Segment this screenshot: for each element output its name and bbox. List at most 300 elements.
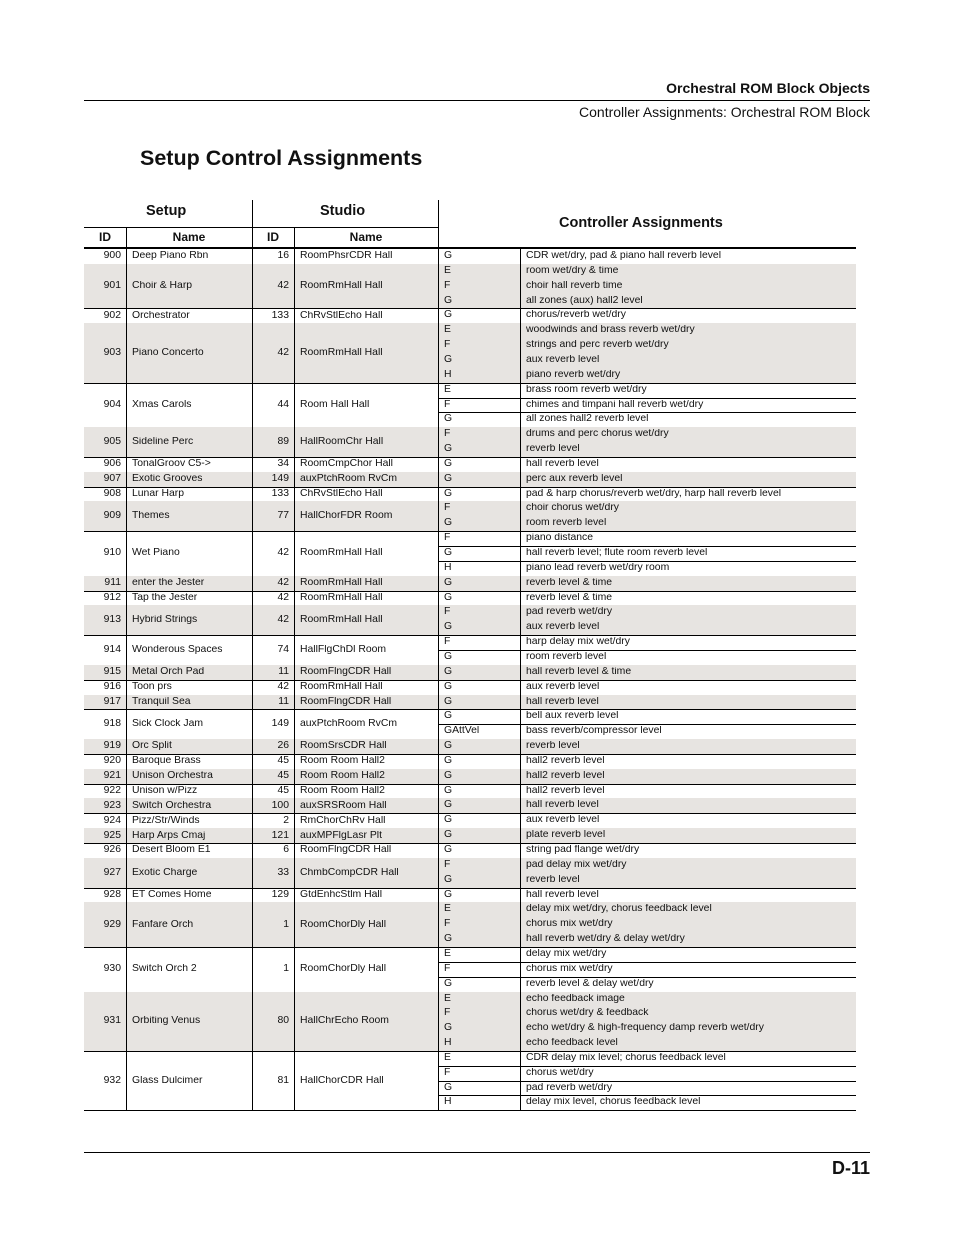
row-divider (84, 784, 856, 785)
setup-group-header: Setup (146, 203, 187, 219)
controller-description: hall reverb level; flute room reverb level (526, 548, 708, 558)
header-col-rule (294, 227, 295, 247)
setup-id: 908 (103, 489, 121, 500)
setup-id: 928 (103, 889, 121, 900)
controller-code: H (444, 562, 452, 573)
studio-id: 16 (277, 251, 289, 262)
studio-name: auxSRSRoom Hall (300, 800, 387, 811)
column-rule (520, 249, 521, 1110)
setup-id: 931 (103, 1016, 121, 1027)
controller-code: G (444, 458, 453, 469)
controller-description: hall2 reverb level (526, 770, 605, 781)
row-divider (84, 531, 856, 532)
controller-description: delay mix level, chorus feedback level (526, 1097, 701, 1108)
studio-id: 89 (277, 437, 289, 448)
controller-code: G (444, 444, 453, 455)
controller-code: G (444, 577, 453, 588)
controller-code: F (444, 399, 451, 410)
setup-control-assignments-table (84, 200, 856, 1120)
controller-description: chorus wet/dry & feedback (526, 1008, 649, 1019)
studio-name: ChRvStlEcho Hall (300, 489, 383, 500)
studio-name: HallChorFDR Room (300, 511, 393, 522)
column-rule (252, 249, 253, 1110)
controller-code: F (444, 919, 451, 930)
section-title: Orchestral ROM Block Objects (666, 80, 870, 96)
controller-description: brass room reverb wet/dry (526, 384, 647, 395)
controller-description: chorus/reverb wet/dry (526, 310, 626, 321)
controller-code: E (444, 904, 451, 915)
setup-id: 906 (103, 459, 121, 470)
controller-description: aux reverb level (526, 354, 600, 365)
page-title: Setup Control Assignments (140, 146, 423, 170)
studio-name: HallChrEcho Room (300, 1016, 389, 1027)
studio-id: 129 (271, 889, 289, 900)
controller-code: H (444, 1038, 452, 1049)
header-divider (84, 227, 438, 228)
studio-name: RoomPhsrCDR Hall (300, 251, 393, 262)
studio-id: 44 (277, 399, 289, 410)
controller-description: echo feedback level (526, 1038, 618, 1049)
controller-description: bass reverb/compressor level (526, 726, 662, 737)
controller-code: G (444, 755, 453, 766)
controller-code: F (444, 859, 451, 870)
controller-code: G (444, 845, 453, 855)
controller-code: G (444, 889, 453, 900)
studio-id: 149 (271, 719, 289, 730)
studio-name: RoomRmHall Hall (300, 281, 383, 292)
controller-description: pad & harp chorus/reverb wet/dry, harp hall reverb level (526, 488, 782, 499)
controller-description: choir hall reverb time (526, 280, 623, 291)
controller-code: F (444, 963, 451, 974)
controller-code: G (444, 666, 453, 677)
setup-name: Exotic Grooves (132, 474, 203, 485)
studio-name: Room Room Hall2 (300, 771, 385, 782)
controller-code: G (444, 488, 453, 499)
studio-name: RoomRmHall Hall (300, 548, 383, 559)
setup-name: Hybrid Strings (132, 615, 198, 626)
studio-id: 42 (277, 592, 289, 603)
controller-code: F (444, 1067, 451, 1078)
setup-name: Tranquil Sea (132, 696, 191, 707)
studio-id: 81 (277, 1075, 289, 1086)
controller-description: reverb level (526, 741, 580, 752)
controller-group-header: Controller Assignments (559, 215, 723, 231)
studio-name: RoomSrsCDR Hall (300, 741, 387, 752)
controller-description: room wet/dry & time (526, 265, 619, 276)
controller-description: piano reverb wet/dry (526, 369, 621, 380)
setup-name: Orbiting Venus (132, 1016, 201, 1027)
controller-description: pad delay mix wet/dry (526, 859, 627, 870)
page-number: D-11 (831, 1158, 870, 1178)
controller-description: aux reverb level (526, 622, 600, 633)
controller-code: F (444, 1008, 451, 1019)
controller-code: F (444, 503, 451, 514)
row-divider (84, 947, 856, 948)
studio-name: RoomRmHall Hall (300, 347, 383, 358)
assignment-divider (438, 977, 856, 978)
controller-code: G (444, 978, 453, 989)
column-rule (294, 249, 295, 1110)
controller-description: drums and perc chorus wet/dry (526, 429, 669, 440)
studio-name: RoomRmHall Hall (300, 615, 383, 626)
setup-id: 918 (103, 719, 121, 730)
controller-description: CDR delay mix level; chorus feedback level (526, 1052, 726, 1063)
studio-name: ChmbCompCDR Hall (300, 867, 399, 878)
studio-name: RoomCmpChor Hall (300, 459, 393, 470)
controller-description: chorus wet/dry (526, 1067, 594, 1078)
setup-id: 905 (103, 437, 121, 448)
controller-description: aux reverb level (526, 681, 600, 692)
setup-id: 911 (104, 578, 121, 589)
controller-description: hall2 reverb level (526, 755, 605, 766)
studio-name: RoomChorDly Hall (300, 919, 387, 930)
controller-description: choir chorus wet/dry (526, 503, 619, 514)
studio-name: HallRoomChr Hall (300, 437, 384, 448)
setup-id: 903 (103, 347, 121, 358)
controller-code: G (444, 651, 453, 662)
controller-description: plate reverb level (526, 830, 606, 841)
col-header-studio-id: ID (267, 230, 279, 244)
setup-name: Fanfare Orch (132, 919, 194, 930)
studio-name: auxMPFlgLasr Plt (300, 830, 382, 841)
controller-description: piano distance (526, 533, 594, 544)
controller-description: pad reverb wet/dry (526, 1082, 613, 1093)
studio-name: auxPtchRoom RvCm (300, 474, 398, 485)
controller-code: F (444, 533, 451, 544)
studio-name: RoomFlngCDR Hall (300, 696, 392, 707)
setup-name: Exotic Charge (132, 867, 198, 878)
setup-name: Wonderous Spaces (132, 644, 223, 655)
setup-name: Switch Orchestra (132, 800, 212, 811)
row-divider (84, 888, 856, 889)
studio-name: auxPtchRoom RvCm (300, 719, 398, 730)
controller-code: H (444, 369, 452, 380)
controller-code: G (444, 681, 453, 692)
studio-id: 77 (277, 511, 289, 522)
studio-id: 42 (277, 548, 289, 559)
setup-name: Piano Concerto (132, 347, 204, 358)
setup-name: Switch Orch 2 (132, 964, 197, 975)
controller-description: aux reverb level (526, 815, 600, 826)
setup-id: 914 (103, 644, 121, 655)
controller-description: string pad flange wet/dry (526, 845, 640, 855)
controller-code: G (444, 518, 453, 529)
row-divider (84, 680, 856, 681)
controller-code: G (444, 1082, 453, 1093)
controller-code: H (444, 1097, 452, 1108)
row-divider (84, 709, 856, 710)
column-rule (126, 249, 127, 1110)
studio-id: 42 (277, 578, 289, 589)
setup-id: 921 (103, 771, 121, 782)
controller-code: G (444, 785, 453, 796)
studio-id: 42 (277, 682, 289, 693)
studio-name: Room Room Hall2 (300, 786, 385, 797)
assignment-divider (438, 650, 856, 651)
setup-name: Harp Arps Cmaj (132, 830, 206, 841)
setup-id: 924 (103, 815, 121, 826)
assignment-divider (438, 412, 856, 413)
studio-name: Room Room Hall2 (300, 756, 385, 767)
controller-code: G (444, 815, 453, 826)
controller-description: CDR wet/dry, pad & piano hall reverb level (526, 251, 722, 261)
setup-id: 910 (103, 548, 121, 559)
controller-code: F (444, 340, 451, 351)
assignment-divider (438, 398, 856, 399)
controller-code: E (444, 993, 451, 1004)
row-divider (84, 1051, 856, 1052)
setup-id: 909 (103, 511, 121, 522)
controller-description: hall reverb level (526, 800, 599, 811)
studio-group-header: Studio (320, 203, 366, 219)
setup-name: Sideline Perc (132, 437, 194, 448)
controller-code: G (444, 473, 453, 484)
controller-code: E (444, 325, 451, 336)
controller-code: E (444, 265, 451, 276)
controller-code: E (444, 1052, 451, 1063)
setup-id: 917 (103, 696, 121, 707)
setup-id: 904 (103, 399, 121, 410)
studio-id: 26 (277, 741, 289, 752)
controller-code: G (444, 696, 453, 707)
studio-name: RmChorChRv Hall (300, 815, 386, 826)
setup-name: Deep Piano Rbn (132, 251, 209, 262)
studio-id: 34 (277, 459, 289, 470)
controller-code: F (444, 429, 451, 440)
studio-name: RoomRmHall Hall (300, 592, 383, 603)
row-divider (84, 383, 856, 384)
studio-name: RoomFlngCDR Hall (300, 667, 392, 678)
setup-name: Desert Bloom E1 (132, 845, 211, 856)
header-col-rule (252, 200, 253, 247)
setup-name: Unison Orchestra (132, 771, 213, 782)
setup-name: Choir & Harp (132, 281, 193, 292)
controller-description: echo feedback image (526, 993, 625, 1004)
setup-id: 922 (103, 786, 121, 797)
controller-description: echo wet/dry & high-frequency damp reverb wet/dry (526, 1023, 764, 1034)
controller-code: F (444, 280, 451, 291)
controller-code: G (444, 354, 453, 365)
controller-code: G (444, 548, 453, 558)
col-header-studio-name: Name (349, 230, 383, 244)
studio-name: RoomChorDly Hall (300, 964, 387, 975)
setup-id: 907 (103, 474, 121, 485)
setup-id: 919 (103, 741, 121, 752)
assignment-divider (438, 546, 856, 547)
footer-rule (84, 1152, 870, 1153)
setup-name: Tap the Jester (132, 592, 198, 603)
controller-description: reverb level & time (526, 577, 613, 588)
controller-code: G (444, 414, 453, 425)
controller-description: hall reverb level (526, 458, 599, 469)
controller-code: E (444, 384, 451, 395)
studio-id: 42 (277, 281, 289, 292)
setup-name: Wet Piano (132, 548, 180, 559)
setup-name: Pizz/Str/Winds (132, 815, 200, 826)
header-bottom-rule (84, 247, 856, 249)
setup-name: Orchestrator (132, 310, 190, 321)
setup-name: Metal Orch Pad (132, 667, 205, 678)
controller-code: G (444, 830, 453, 841)
studio-id: 2 (283, 815, 289, 826)
controller-description: pad reverb wet/dry (526, 607, 613, 618)
studio-name: ChRvStlEcho Hall (300, 310, 383, 321)
controller-description: perc aux reverb level (526, 473, 623, 484)
studio-id: 74 (277, 644, 289, 655)
studio-id: 42 (277, 615, 289, 626)
studio-id: 45 (277, 786, 289, 797)
setup-id: 927 (103, 867, 121, 878)
controller-description: hall reverb level (526, 696, 599, 707)
setup-id: 915 (103, 667, 121, 678)
studio-id: 121 (271, 830, 289, 841)
controller-code: G (444, 741, 453, 752)
row-divider (84, 591, 856, 592)
row-divider (84, 843, 856, 844)
setup-name: Themes (132, 511, 170, 522)
controller-code: F (444, 607, 451, 618)
studio-id: 45 (277, 771, 289, 782)
controller-description: room reverb level (526, 518, 607, 529)
section-subtitle: Controller Assignments: Orchestral ROM Block (579, 104, 870, 120)
setup-id: 916 (103, 682, 121, 693)
setup-id: 902 (103, 310, 121, 321)
setup-name: ET Comes Home (132, 889, 212, 900)
row-divider (84, 487, 856, 488)
controller-description: delay mix wet/dry (526, 948, 607, 959)
controller-description: chorus mix wet/dry (526, 919, 613, 930)
header-col-rule (438, 200, 439, 247)
studio-id: 1 (283, 964, 289, 975)
setup-id: 930 (103, 964, 121, 975)
controller-description: strings and perc reverb wet/dry (526, 340, 669, 351)
setup-id: 926 (103, 845, 121, 856)
assignment-divider (438, 1095, 856, 1096)
controller-code: G (444, 800, 453, 811)
setup-id: 923 (103, 800, 121, 811)
studio-id: 100 (271, 800, 289, 811)
setup-name: Orc Split (132, 741, 172, 752)
studio-name: RoomRmHall Hall (300, 578, 383, 589)
setup-id: 932 (103, 1075, 121, 1086)
setup-name: Toon prs (132, 682, 172, 693)
controller-description: harp delay mix wet/dry (526, 637, 630, 648)
controller-code: G (444, 874, 453, 885)
setup-id: 900 (103, 251, 121, 262)
controller-description: all zones (aux) hall2 level (526, 295, 643, 306)
controller-description: reverb level (526, 874, 580, 885)
setup-id: 912 (103, 592, 121, 603)
header-rule (84, 100, 870, 101)
controller-description: reverb level (526, 444, 580, 455)
studio-name: HallFlgChDl Room (300, 644, 387, 655)
setup-name: Glass Dulcimer (132, 1075, 203, 1086)
setup-name: Unison w/Pizz (132, 786, 198, 797)
assignment-divider (438, 1081, 856, 1082)
controller-description: room reverb level (526, 651, 607, 662)
controller-code: G (444, 711, 453, 722)
controller-description: bell aux reverb level (526, 711, 619, 722)
controller-description: delay mix wet/dry, chorus feedback level (526, 904, 712, 915)
studio-id: 133 (271, 310, 289, 321)
studio-id: 149 (271, 474, 289, 485)
controller-description: woodwinds and brass reverb wet/dry (526, 325, 695, 336)
controller-description: hall reverb level (526, 889, 599, 900)
studio-name: RoomRmHall Hall (300, 682, 383, 693)
studio-id: 80 (277, 1016, 289, 1027)
setup-name: TonalGroov C5-> (132, 459, 211, 470)
studio-id: 45 (277, 756, 289, 767)
setup-name: Sick Clock Jam (132, 719, 204, 730)
controller-code: F (444, 637, 451, 648)
controller-description: chorus mix wet/dry (526, 963, 613, 974)
studio-id: 133 (271, 489, 289, 500)
controller-description: hall2 reverb level (526, 785, 605, 796)
studio-id: 6 (283, 845, 289, 856)
header-col-rule (126, 227, 127, 247)
setup-name: enter the Jester (132, 578, 205, 589)
controller-code: G (444, 295, 453, 306)
studio-name: GtdEnhcStlm Hall (300, 889, 382, 900)
studio-name: RoomFlngCDR Hall (300, 845, 392, 856)
studio-id: 42 (277, 347, 289, 358)
studio-id: 33 (277, 867, 289, 878)
controller-description: hall reverb level & time (526, 666, 632, 677)
assignment-divider (438, 962, 856, 963)
controller-code: G (444, 251, 453, 261)
controller-code: E (444, 948, 451, 959)
setup-id: 913 (103, 615, 121, 626)
studio-id: 11 (278, 696, 289, 707)
controller-code: G (444, 310, 453, 321)
controller-code: G (444, 1023, 453, 1034)
col-header-setup-name: Name (172, 230, 206, 244)
row-divider (84, 457, 856, 458)
setup-name: Lunar Harp (132, 489, 184, 500)
column-rule (438, 249, 439, 1110)
controller-code: G (444, 622, 453, 633)
setup-id: 920 (103, 756, 121, 767)
setup-id: 929 (103, 919, 121, 930)
controller-description: hall reverb wet/dry & delay wet/dry (526, 934, 685, 945)
row-divider (84, 754, 856, 755)
controller-code: GAttVel (444, 726, 480, 737)
controller-description: piano lead reverb wet/dry room (526, 562, 670, 573)
row-divider (84, 635, 856, 636)
setup-name: Xmas Carols (132, 399, 192, 410)
controller-description: reverb level & delay wet/dry (526, 978, 654, 989)
controller-code: G (444, 592, 453, 603)
studio-id: 11 (278, 667, 289, 678)
studio-name: HallChorCDR Hall (300, 1075, 384, 1086)
row-divider (84, 813, 856, 814)
setup-id: 901 (103, 281, 121, 292)
assignment-divider (438, 724, 856, 725)
studio-id: 1 (283, 919, 289, 930)
assignment-divider (438, 1066, 856, 1067)
setup-id: 925 (103, 830, 121, 841)
row-divider (84, 308, 856, 309)
assignment-divider (438, 561, 856, 562)
controller-code: G (444, 934, 453, 945)
studio-name: Room Hall Hall (300, 399, 370, 410)
col-header-setup-id: ID (99, 230, 111, 244)
row-divider (84, 1110, 856, 1111)
controller-description: reverb level & time (526, 592, 613, 603)
controller-description: all zones hall2 reverb level (526, 414, 649, 425)
controller-description: chimes and timpani hall reverb wet/dry (526, 399, 704, 410)
setup-name: Baroque Brass (132, 756, 201, 767)
